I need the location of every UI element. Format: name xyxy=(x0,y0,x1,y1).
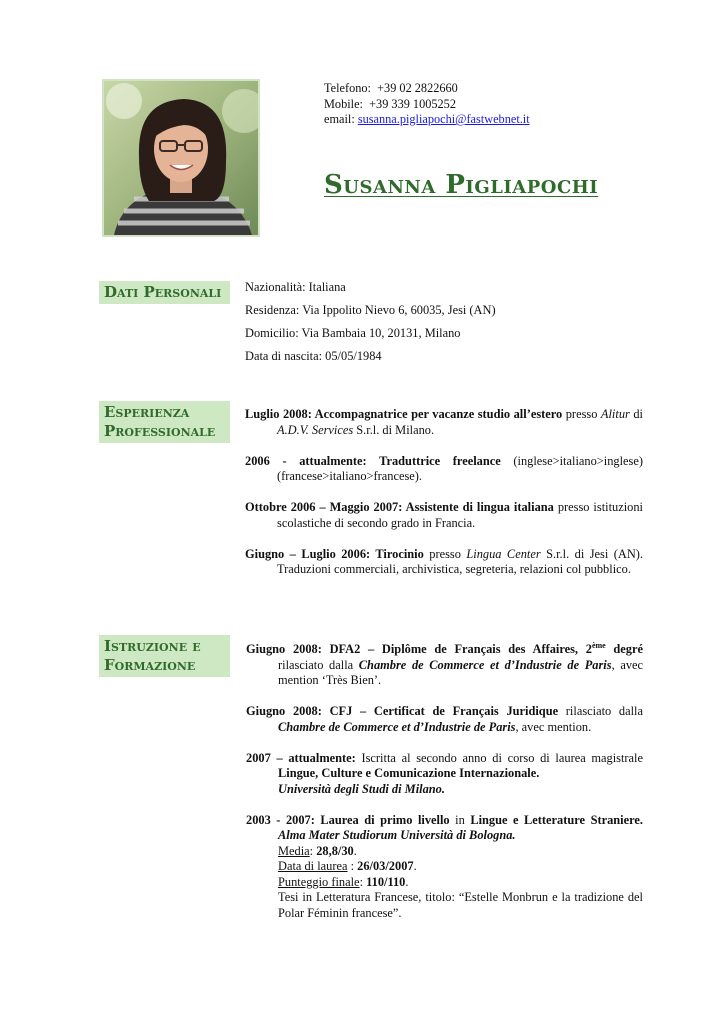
phone-line xyxy=(324,81,530,97)
section-label-personal xyxy=(99,281,230,304)
entry-heading-cont: degré xyxy=(605,642,643,656)
phone-number: +39 02 2822660 xyxy=(377,81,458,95)
entry-text: Iscritta al secondo anno di corso di laurea magistrale xyxy=(355,750,643,765)
entry-text: presso xyxy=(423,546,467,561)
entry-text: , avec mention ‘Très Bien’. xyxy=(278,657,644,687)
media-label: Media xyxy=(278,843,310,858)
graduation-date-value: 26/03/2007 xyxy=(357,859,414,873)
experience-item xyxy=(245,547,643,578)
entry-heading: Ottobre 2006 – Maggio 2007: Assistente di lingua italiana xyxy=(245,500,554,514)
entry-text: S.r.l. di Milano. xyxy=(353,422,435,437)
entry-heading: Giugno 2008: DFA2 – Diplôme de Français des Affaires, 2 xyxy=(246,642,592,656)
personal-details xyxy=(245,280,643,372)
final-score-label: Punteggio finale xyxy=(278,874,360,889)
portrait-image xyxy=(104,81,258,235)
education-item: 2003 - 2007: Laurea di primo livello in Lingue e Letterature Straniere. Alma Mater Studiorum Università di Bologna. Media: 28,8/30. Data di laurea : 26/03/2007. Punteggio finale: 110/110. Tesi in Letteratura Francese, titolo: “Estelle Monbrun e la tradizione del Polar Féminin francese”. xyxy=(246,812,643,920)
entry-text: , avec mention. xyxy=(515,719,592,734)
email-line xyxy=(324,112,530,128)
entry-heading: Giugno – Luglio 2006: Tirocinio xyxy=(245,546,424,561)
entry-heading: 2006 - attualmente: Traduttrice freelance xyxy=(245,453,501,468)
experience-item xyxy=(245,407,643,438)
section-title-line1: Esperienza xyxy=(104,403,190,421)
entry-text: di xyxy=(629,407,643,421)
entry-text: (inglese>italiano>inglese) (francese>italiano>francese). xyxy=(277,453,643,483)
profile-photo xyxy=(102,79,260,237)
entry-heading: 2003 - 2007: Laurea di primo livello xyxy=(246,812,450,827)
phone-label: Telefono: xyxy=(324,81,371,95)
contact-info xyxy=(324,81,530,128)
media-value: 28,8/30 xyxy=(316,843,354,858)
entry-bold-italic: Chambre de Commerce et d’Industrie de Paris xyxy=(358,657,612,672)
entry-heading: 2007 – attualmente: xyxy=(246,750,356,765)
entry-bold: Lingue e Letterature Straniere. xyxy=(470,812,643,827)
entry-bold: Lingue, Culture e Comunicazione Internazionale. xyxy=(278,766,540,780)
section-label-education xyxy=(99,635,230,677)
section-title-line2: Formazione xyxy=(104,656,196,674)
entry-superscript: ème xyxy=(591,640,606,650)
entry-italic: A.D.V. Services xyxy=(277,422,354,437)
entry-text: rilasciato dalla xyxy=(278,657,359,672)
entry-bold-italic: Chambre de Commerce et d’Industrie de Paris xyxy=(278,719,516,734)
mobile-number: +39 339 1005252 xyxy=(369,96,456,111)
education-item xyxy=(246,642,643,689)
education-item xyxy=(246,704,643,735)
mobile-label: Mobile: xyxy=(324,96,363,111)
entry-bold-italic: Università degli Studi di Milano. xyxy=(278,781,445,796)
entry-heading: Luglio 2008: Accompagnatrice per vacanze studio all’estero xyxy=(245,407,563,421)
entry-text: in xyxy=(449,812,471,827)
entry-italic: Lingua Center xyxy=(466,546,541,561)
education-list xyxy=(246,642,643,921)
email-link[interactable]: susanna.pigliapochi@fastwebnet.it xyxy=(357,112,530,126)
nationality: Nazionalità: Italiana xyxy=(245,280,346,294)
residence: Residenza: Via Ippolito Nievo 6, 60035, Jesi (AN) xyxy=(245,303,496,317)
final-score-value: 110/110 xyxy=(366,874,406,889)
section-title-line2: Professionale xyxy=(104,422,216,440)
email-label: email: xyxy=(324,112,355,126)
entry-text: presso istituzioni scolastiche di secondo grado in Francia. xyxy=(277,500,643,530)
entry-text: presso xyxy=(562,407,601,421)
domicile: Domicilio: Via Bambaia 10, 20131, Milano xyxy=(245,326,461,340)
birth-date: Data di nascita: 05/05/1984 xyxy=(245,349,382,363)
entry-text: rilasciato dalla xyxy=(558,704,644,718)
entry-bold-italic: Alma Mater Studiorum Università di Bologna. xyxy=(278,828,516,842)
section-label-experience xyxy=(99,401,230,443)
section-title-line1: Istruzione e xyxy=(104,637,201,655)
entry-italic: Alitur xyxy=(600,407,630,421)
person-name: Susanna Pigliapochi xyxy=(324,170,599,200)
experience-item xyxy=(245,500,643,531)
entry-text: S.r.l. di Jesi (AN). Traduzioni commerciali, archivistica, segreteria, relazioni col pubblico. xyxy=(277,546,643,576)
graduation-date-label: Data di laurea xyxy=(278,859,348,873)
entry-heading: Giugno 2008: CFJ – Certificat de Français Juridique xyxy=(246,704,559,718)
education-item xyxy=(246,751,643,798)
section-title: Dati Personali xyxy=(104,283,222,301)
experience-item xyxy=(245,454,643,485)
thesis-text: Tesi in Letteratura Francese, titolo: “Estelle Monbrun e la tradizione del Polar Féminin francese”. xyxy=(278,890,643,920)
experience-list xyxy=(245,407,643,593)
mobile-line xyxy=(324,97,530,113)
